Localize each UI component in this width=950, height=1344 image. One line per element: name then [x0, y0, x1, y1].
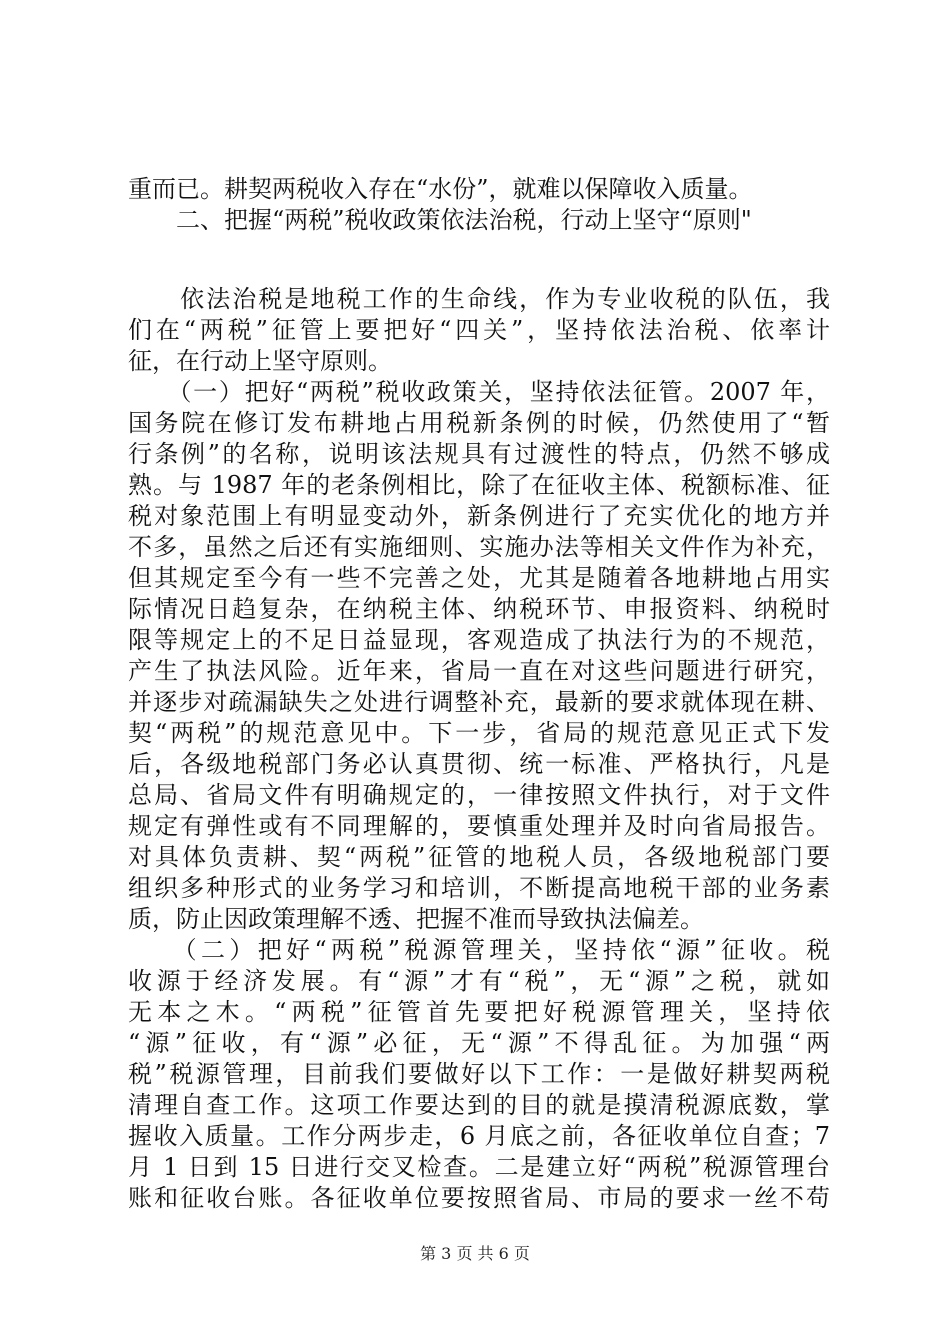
text-line: 际情况日趋复杂，在纳税主体、纳税环节、申报资料、纳税时: [128, 595, 830, 623]
text-line: 重而已。耕契两税收入存在“水份”，就难以保障收入质量。: [128, 175, 753, 203]
text-line: 清理自查工作。这项工作要达到的目的就是摸清税源底数，掌: [128, 1091, 830, 1119]
text-line: 后，各级地税部门务必认真贯彻、统一标准、严格执行，凡是: [128, 750, 830, 778]
text-line: （二）把好“两税”税源管理关，坚持依“源”征收。税: [128, 936, 830, 964]
paragraph-block-main: [128, 284, 830, 1214]
text-line: 并逐步对疏漏缺失之处进行调整补充，最新的要求就体现在耕、: [128, 688, 830, 716]
text-line: 们在“两税”征管上要把好“四关”，坚持依法治税、依率计: [128, 316, 830, 344]
text-line: 收源于经济发展。有“源”才有“税”，无“源”之税，就如: [128, 967, 830, 995]
text-line: 规定有弹性或有不同理解的，要慎重处理并及时向省局报告。: [128, 812, 830, 840]
text-line: 产生了执法风险。近年来，省局一直在对这些问题进行研究，: [128, 657, 830, 685]
text-line: 但其规定至今有一些不完善之处，尤其是随着各地耕地占用实: [128, 564, 830, 592]
text-line: 国务院在修订发布耕地占用税新条例的时候，仍然使用了“暂: [128, 409, 830, 437]
text-line: 账和征收台账。各征收单位要按照省局、市局的要求一丝不苟: [128, 1184, 830, 1212]
text-line: （一）把好“两税”税收政策关，坚持依法征管。2007 年，: [128, 378, 830, 406]
document-body: [128, 174, 830, 1214]
text-line: 组织多种形式的业务学习和培训，不断提高地税干部的业务素: [128, 874, 830, 902]
text-line: 握收入质量。工作分两步走，6 月底之前，各征收单位自查；7: [128, 1122, 830, 1150]
text-line: 限等规定上的不足日益显现，客观造成了执法行为的不规范，: [128, 626, 830, 654]
text-line: 契“两税”的规范意见中。下一步，省局的规范意见正式下发: [128, 719, 830, 747]
blank-spacer: [128, 236, 830, 284]
text-line: 无本之木。“两税”征管首先要把好税源管理关，坚持依: [128, 998, 830, 1026]
text-line: 不多，虽然之后还有实施细则、实施办法等相关文件作为补充，: [128, 533, 830, 561]
paragraph-block-intro: [128, 174, 830, 236]
text-line: 对具体负责耕、契“两税”征管的地税人员，各级地税部门要: [128, 843, 830, 871]
text-line: 依法治税是地税工作的生命线，作为专业收税的队伍，我: [128, 285, 830, 313]
text-line: 月 1 日到 15 日进行交叉检查。二是建立好“两税”税源管理台: [128, 1153, 830, 1181]
text-line: 行条例”的名称，说明该法规具有过渡性的特点，仍然不够成: [128, 440, 830, 468]
text-line: 熟。与 1987 年的老条例相比，除了在征收主体、税额标准、征: [128, 471, 830, 499]
text-line: 税对象范围上有明显变动外，新条例进行了充实优化的地方并: [128, 502, 830, 530]
text-line: 征，在行动上坚守原则。: [128, 347, 392, 375]
text-line: 二、把握“两税”税收政策依法治税，行动上坚守“原则": [128, 206, 752, 234]
page-footer: 第 3 页 共 6 页: [420, 1244, 530, 1263]
text-line: “源”征收，有“源”必征，无“源”不得乱征。为加强“两: [128, 1029, 830, 1057]
text-line: 质，防止因政策理解不透、把握不准而导致执法偏差。: [128, 905, 704, 933]
text-line: 总局、省局文件有明确规定的，一律按照文件执行，对于文件: [128, 781, 830, 809]
text-line: 税”税源管理，目前我们要做好以下工作：一是做好耕契两税: [128, 1060, 830, 1088]
